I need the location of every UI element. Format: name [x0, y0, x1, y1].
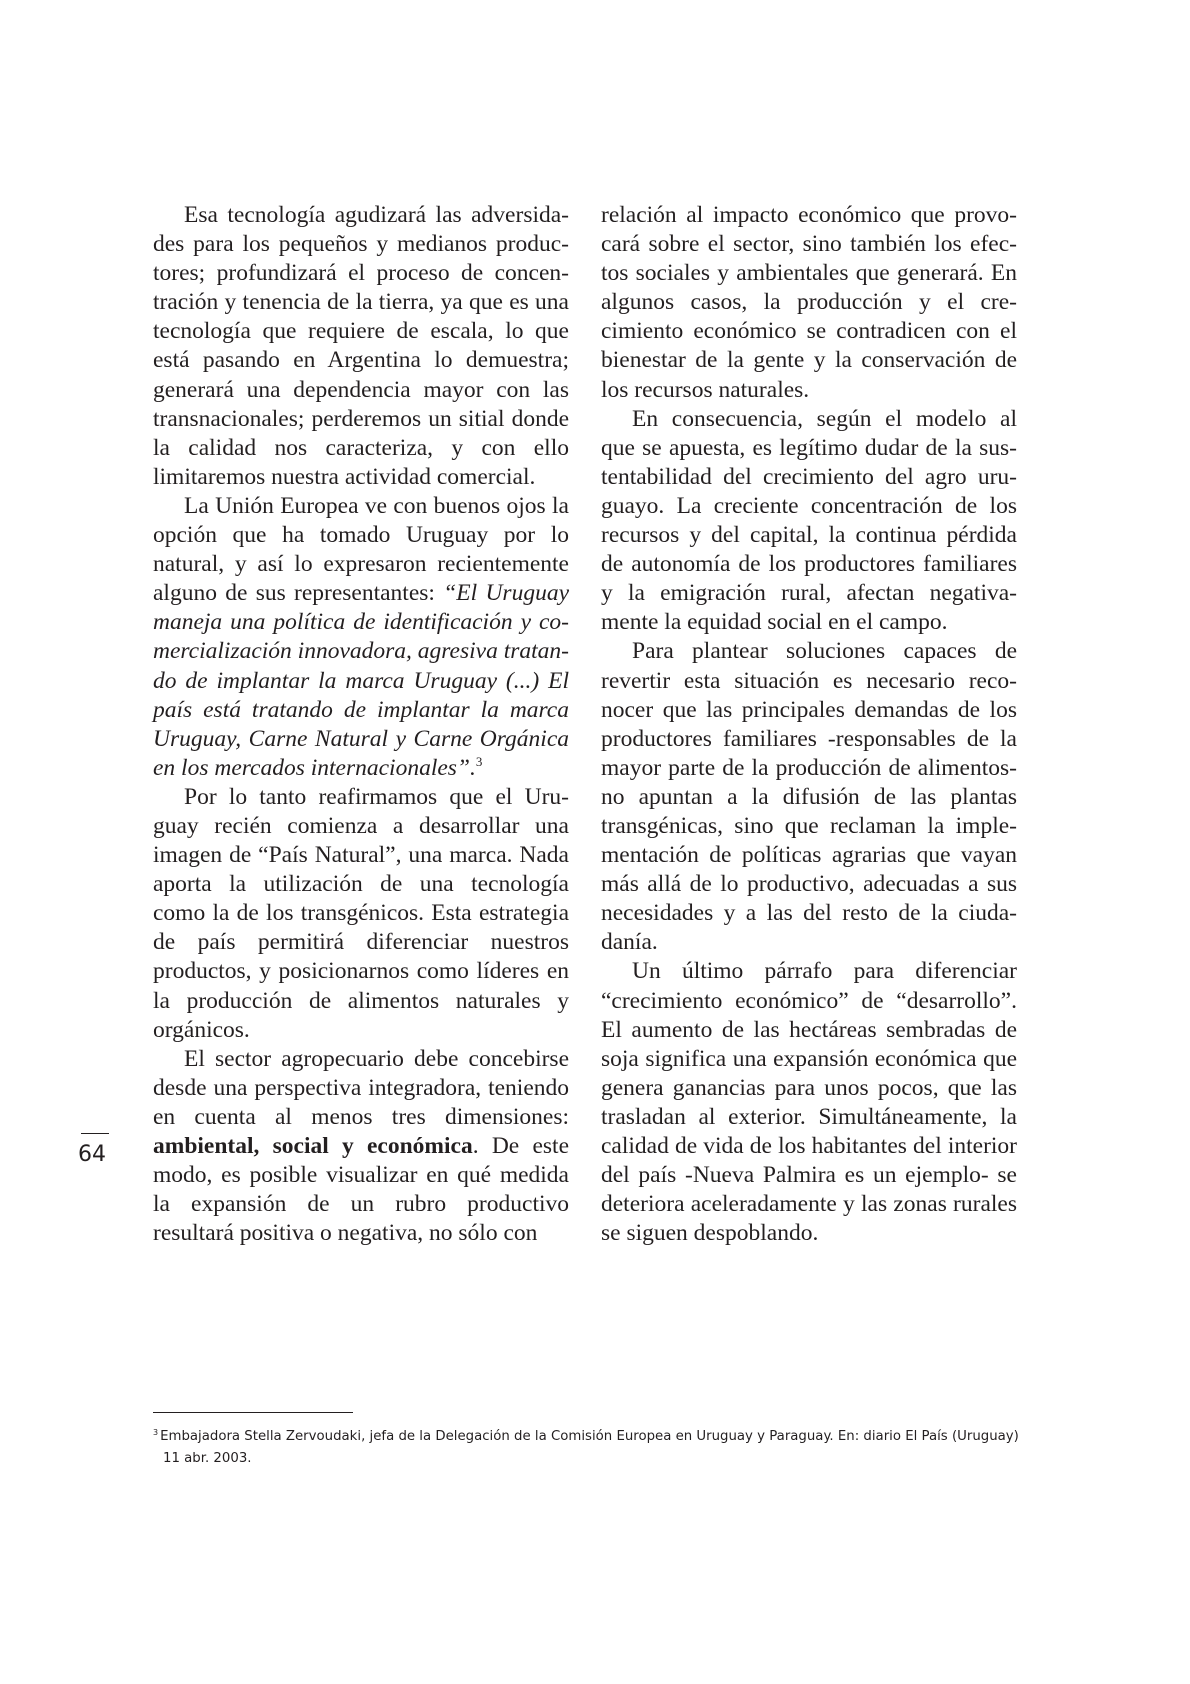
footnote	[153, 1422, 1033, 1470]
paragraph: Un último párrafo para diferenciar “crecimiento económico” de “desarrollo”. El aumento de las hectáreas sembradas de soja significa una expansión económica que genera ganancias para unos pocos, que las trasladan al exterior. Simultáneamente, la calidad de vida de los habitantes del interior del país -Nueva Palmira es un ejemplo- se deteriora aceleradamente y las zonas rurales se siguen despoblando.	[601, 958, 1017, 1247]
footnote-reference: 3	[475, 753, 483, 769]
emphasis-rest: . De este modo, es posible visualizar en qué medida la expansión de un rubro productivo resultará positiva o negativa, no sólo con	[153, 1133, 569, 1247]
footnote-mark: 3	[153, 1428, 159, 1437]
page-number: 64	[78, 1142, 106, 1167]
right-column	[601, 201, 1017, 1248]
footnote-divider	[153, 1412, 353, 1413]
footnote-line-2: 11 abr. 2003.	[163, 1451, 252, 1466]
bold-dimensions: ambiental, social y económica	[153, 1133, 473, 1159]
italic-quote: “El Uruguay maneja una política de identificación y comercialización innovadora, agresiva tratando de implantar la marca Uruguay (...) El país está tratando de implantar la marca Uruguay, Carne Natural y Carne Orgánica en los mercados internacionales”.	[153, 580, 569, 781]
paragraph: Para plantear soluciones capaces de revertir esta situación es necesario reconocer que las principales demandas de los productores familiares -responsables de la mayor parte de la producción de alimentos- no apuntan a la difusión de las plantas transgénicas, sino que reclaman la implementación de políticas agrarias que vayan más allá de lo productivo, adecuadas a sus necesidades y a las del resto de la ciudadanía.	[601, 638, 1017, 956]
left-column	[153, 201, 569, 1248]
quote-intro: La Unión Europea ve con buenos ojos la opción que ha tomado Uruguay por lo natural, y así lo expresaron recientemente alguno de sus representantes:	[153, 492, 569, 607]
paragraph: En consecuencia, según el modelo al que se apuesta, es legítimo dudar de la sustentabilidad del crecimiento del agro uruguayo. La creciente concentración de los recursos y del capital, la continua pérdida de autonomía de los productores familiares y la emigración rural, afectan negativamente la equidad social en el campo.	[601, 405, 1017, 636]
page-number-rule	[81, 1133, 109, 1134]
paragraph: Por lo tanto reafirmamos que el Uruguay recién comienza a desarrollar una imagen de “País Natural”, una marca. Nada aporta la utilización de una tecnología como la de los transgénicos. Esta estrategia de país permitirá diferenciar nuestros productos, y posicionarnos como líderes en la producción de alimentos naturales y orgánicos.	[153, 783, 569, 1043]
paragraph-continued: relación al impacto económico que provocará sobre el sector, sino también los efectos sociales y ambientales que generará. En algunos casos, la producción y el crecimiento económico se contradicen con el bienestar de la gente y la conservación de los recursos naturales.	[601, 202, 1017, 403]
footnote-line-1: Embajadora Stella Zervoudaki, jefa de la Delegación de la Comisión Europea en Uruguay y Paraguay. En: diario El País (Uruguay)	[160, 1429, 1019, 1444]
paragraph-with-quote	[153, 492, 569, 783]
paragraph: Esa tecnología agudizará las adversidades para los pequeños y medianos productores; profundizará el proceso de concentración y tenencia de la tierra, ya que es una tecnología que requiere de escala, lo que está pasando en Argentina lo demuestra; generará una dependencia mayor con las transnacionales; perderemos un sitial donde la calidad nos caracteriza, y con ello limitaremos nuestra actividad comercial.	[153, 202, 569, 490]
emphasis-intro: El sector agropecuario debe concebirse desde una perspectiva integradora, teniendo en cuenta al menos tres dimensiones:	[153, 1045, 569, 1130]
paragraph-with-emphasis	[153, 1045, 569, 1249]
